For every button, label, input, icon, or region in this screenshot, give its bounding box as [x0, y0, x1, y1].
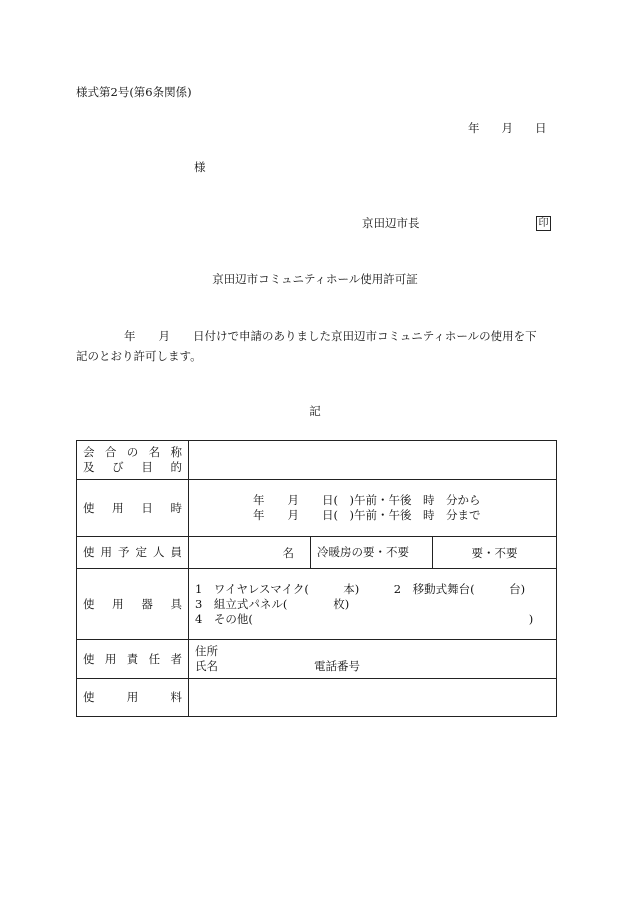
people-label: 使用予定人員 — [83, 545, 182, 559]
row-fee — [77, 679, 557, 717]
addressee-suffix: 様 — [194, 160, 206, 174]
people-label-cell — [77, 537, 189, 569]
row-equipment — [77, 569, 557, 640]
datetime-label-cell — [77, 480, 189, 537]
address-label: 住所 — [195, 644, 218, 658]
datetime-value-cell — [189, 480, 557, 537]
name-label: 氏名 — [195, 659, 218, 673]
aircon-value: 要・不要 — [471, 545, 518, 560]
equipment-other: 4 その他( ) — [195, 611, 534, 626]
responsible-value-cell — [189, 640, 557, 679]
fee-label: 使用料 — [83, 690, 182, 704]
aircon-label-cell — [311, 537, 433, 569]
issuer-name: 京田辺市長 — [362, 216, 420, 230]
phone-label: 電話番号 — [314, 659, 360, 673]
datetime-from: 年 月 日( )午前・午後 時 分から — [253, 493, 481, 507]
equipment-panel: 3 組立式パネル( 枚) — [195, 596, 350, 611]
fee-value-cell — [189, 679, 557, 717]
equipment-value-cell — [189, 569, 557, 640]
people-value-cell — [189, 537, 311, 569]
meeting-purpose-label: 及び目的 — [83, 460, 182, 474]
row-datetime — [77, 480, 557, 537]
people-unit: 名 — [282, 545, 294, 560]
row-meeting — [77, 441, 557, 480]
responsible-label: 使用責任者 — [83, 651, 182, 666]
equipment-label: 使用器具 — [83, 596, 182, 611]
meeting-name-label: 会合の名称 — [83, 445, 182, 459]
equipment-wireless-mic: 1 ワイヤレスマイク( 本) 2 移動式舞台( 台) — [195, 581, 526, 596]
responsible-label-cell — [77, 640, 189, 679]
datetime-to: 年 月 日( )午前・午後 時 分まで — [253, 508, 481, 522]
issue-date — [468, 123, 547, 135]
row-people — [77, 537, 557, 569]
ki-heading: 記 — [309, 404, 321, 418]
body-text-line-1: 年 月 日付けで申請のありました京田辺市コミュニティホールの使用を下 — [124, 329, 537, 343]
datetime-label: 使用日時 — [83, 500, 182, 515]
document-title: 京田辺市コミュニティホール使用許可証 — [212, 272, 418, 286]
seal-mark: 印 — [536, 216, 551, 231]
fee-label-cell — [77, 679, 189, 717]
body-text-line-2: 記のとおり許可します。 — [76, 349, 202, 363]
equipment-label-cell — [77, 569, 189, 640]
aircon-value-cell — [433, 537, 557, 569]
form-number: 様式第2号(第6条関係) — [76, 85, 192, 99]
date-month-label: 月 — [501, 121, 513, 135]
name-phone-line — [195, 659, 556, 674]
meeting-value-cell — [189, 441, 557, 480]
date-day-label: 日 — [535, 121, 547, 135]
row-responsible — [77, 640, 557, 679]
date-year-label: 年 — [468, 121, 480, 135]
meeting-label-cell — [77, 441, 189, 480]
aircon-label: 冷暖房の要・不要 — [317, 545, 409, 559]
permit-table — [76, 440, 557, 717]
